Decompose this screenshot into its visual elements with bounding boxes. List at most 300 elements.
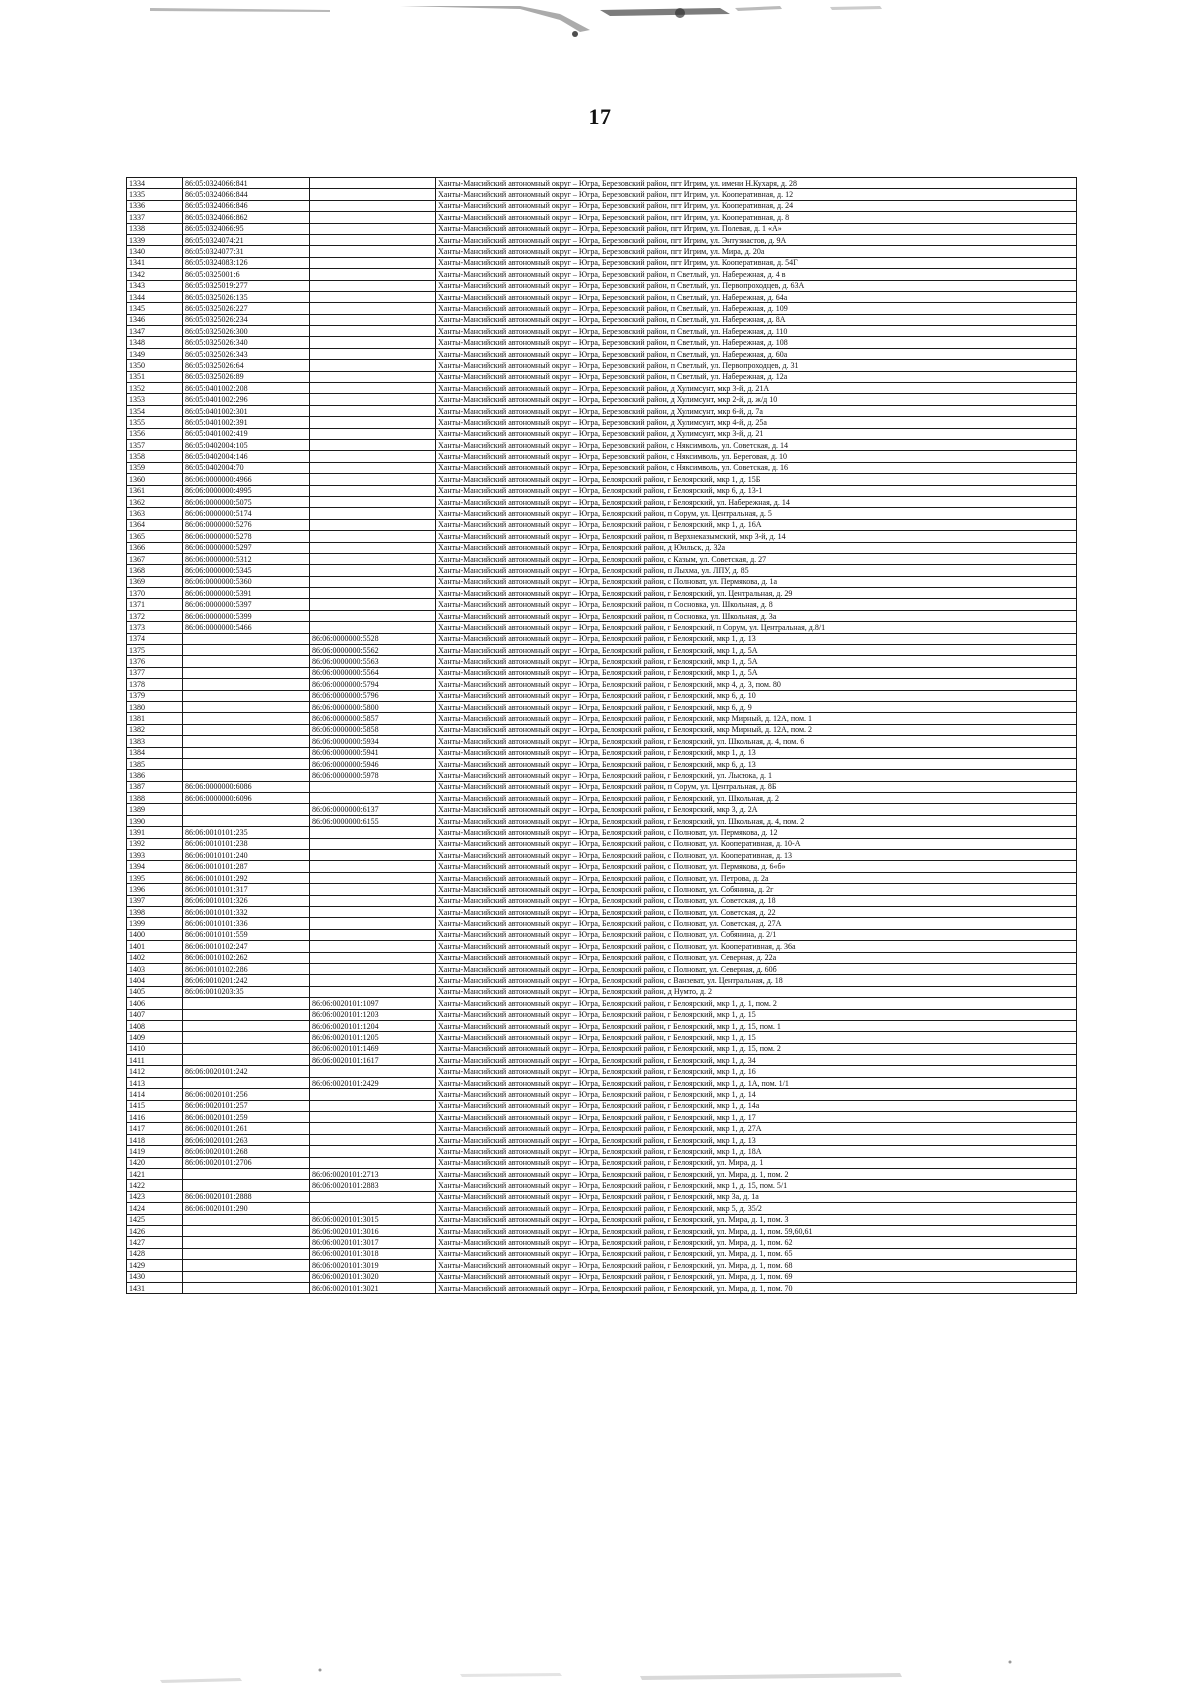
cadastral-number-cell: 86:05:0324083:126 (183, 257, 310, 268)
premises-cadastral-number-cell (310, 599, 436, 610)
cadastral-number-cell: 86:06:0010101:559 (183, 929, 310, 940)
cadastral-number-cell: 86:05:0401002:419 (183, 428, 310, 439)
address-cell: Ханты-Мансийский автономный округ – Югра, Белоярский район, г Белоярский, мкр 1, д. 27А (436, 1123, 1077, 1134)
address-cell: Ханты-Мансийский автономный округ – Югра, Березовский район, пгт Игрим, ул. Кооперативная, д. 8 (436, 212, 1077, 223)
row-number-cell: 1391 (127, 827, 183, 838)
table-row (127, 690, 1077, 701)
premises-cadastral-number-cell (310, 907, 436, 918)
scan-noise-bottom (0, 1640, 1200, 1689)
premises-cadastral-number-cell (310, 417, 436, 428)
cadastral-number-cell (183, 690, 310, 701)
row-number-cell: 1410 (127, 1043, 183, 1054)
cadastral-number-cell (183, 747, 310, 758)
table-row (127, 474, 1077, 485)
premises-cadastral-number-cell (310, 895, 436, 906)
address-cell: Ханты-Мансийский автономный округ – Югра, Белоярский район, г Белоярский, мкр 1, д. 18А (436, 1146, 1077, 1157)
cadastral-number-cell (183, 1020, 310, 1031)
address-cell: Ханты-Мансийский автономный округ – Югра, Белоярский район, г Белоярский, мкр 4, д. 3, пом. 80 (436, 679, 1077, 690)
table-row (127, 588, 1077, 599)
row-number-cell: 1408 (127, 1020, 183, 1031)
row-number-cell: 1377 (127, 667, 183, 678)
cadastral-number-cell (183, 724, 310, 735)
premises-cadastral-number-cell (310, 884, 436, 895)
table-row (127, 1248, 1077, 1259)
address-cell: Ханты-Мансийский автономный округ – Югра, Березовский район, п Светлый, ул. Первопроходцев, д. 31 (436, 360, 1077, 371)
premises-cadastral-number-cell (310, 269, 436, 280)
premises-cadastral-number-cell (310, 850, 436, 861)
table-row (127, 394, 1077, 405)
premises-cadastral-number-cell (310, 838, 436, 849)
row-number-cell: 1351 (127, 371, 183, 382)
address-cell: Ханты-Мансийский автономный округ – Югра, Белоярский район, г Белоярский, ул. Мира, д. 1, пом. 68 (436, 1260, 1077, 1271)
address-cell: Ханты-Мансийский автономный округ – Югра, Белоярский район, г Белоярский, ул. Мира, д. 1, пом. 62 (436, 1237, 1077, 1248)
table-row (127, 622, 1077, 633)
premises-cadastral-number-cell: 86:06:0020101:1204 (310, 1020, 436, 1031)
premises-cadastral-number-cell (310, 793, 436, 804)
row-number-cell: 1393 (127, 850, 183, 861)
cadastral-number-cell: 86:06:0000000:5174 (183, 508, 310, 519)
table-row (127, 1077, 1077, 1088)
address-cell: Ханты-Мансийский автономный округ – Югра, Белоярский район, г Белоярский, мкр 1, д. 16 (436, 1066, 1077, 1077)
address-cell: Ханты-Мансийский автономный округ – Югра, Березовский район, пгт Игрим, ул. Мира, д. 20а (436, 246, 1077, 257)
cadastral-number-cell: 86:06:0000000:4995 (183, 485, 310, 496)
premises-cadastral-number-cell (310, 1089, 436, 1100)
address-cell: Ханты-Мансийский автономный округ – Югра, Березовский район, д Хулимсунт, мкр 2-й, д. ж/д 10 (436, 394, 1077, 405)
address-cell: Ханты-Мансийский автономный округ – Югра, Белоярский район, г Белоярский, мкр 1, д. 13 (436, 747, 1077, 758)
address-cell: Ханты-Мансийский автономный округ – Югра, Березовский район, п Светлый, ул. Набережная, д. 8А (436, 314, 1077, 325)
row-number-cell: 1336 (127, 200, 183, 211)
cadastral-number-cell (183, 815, 310, 826)
premises-cadastral-number-cell: 86:06:0020101:1205 (310, 1032, 436, 1043)
table-row (127, 827, 1077, 838)
address-cell: Ханты-Мансийский автономный округ – Югра, Белоярский район, г Белоярский, ул. Мира, д. 1, пом. 69 (436, 1271, 1077, 1282)
address-cell: Ханты-Мансийский автономный округ – Югра, Белоярский район, п Сосновка, ул. Школьная, д. 8 (436, 599, 1077, 610)
cadastral-number-cell: 86:05:0325026:300 (183, 326, 310, 337)
address-cell: Ханты-Мансийский автономный округ – Югра, Березовский район, с Няксимволь, ул. Советская, д. 14 (436, 439, 1077, 450)
table-row (127, 667, 1077, 678)
row-number-cell: 1424 (127, 1203, 183, 1214)
address-cell: Ханты-Мансийский автономный округ – Югра, Белоярский район, с Полноват, ул. Собянина, д. 2/1 (436, 929, 1077, 940)
address-cell: Ханты-Мансийский автономный округ – Югра, Белоярский район, г Белоярский, ул. Набережная, д. 14 (436, 496, 1077, 507)
cadastral-number-cell (183, 656, 310, 667)
cadastral-number-cell: 86:06:0010101:326 (183, 895, 310, 906)
premises-cadastral-number-cell (310, 257, 436, 268)
cadastral-number-cell: 86:05:0325026:234 (183, 314, 310, 325)
address-cell: Ханты-Мансийский автономный округ – Югра, Белоярский район, г Белоярский, мкр Мирный, д. 12А, пом. 2 (436, 724, 1077, 735)
row-number-cell: 1365 (127, 531, 183, 542)
premises-cadastral-number-cell (310, 212, 436, 223)
cadastral-number-cell (183, 667, 310, 678)
address-cell: Ханты-Мансийский автономный округ – Югра, Белоярский район, г Белоярский, мкр 1, д. 34 (436, 1055, 1077, 1066)
address-cell: Ханты-Мансийский автономный округ – Югра, Белоярский район, г Белоярский, ул. Мира, д. 1, пом. 59,60,61 (436, 1225, 1077, 1236)
cadastral-number-cell: 86:06:0020101:268 (183, 1146, 310, 1157)
cadastral-number-cell: 86:05:0324074:21 (183, 234, 310, 245)
table-row (127, 781, 1077, 792)
address-cell: Ханты-Мансийский автономный округ – Югра, Белоярский район, г Белоярский, ул. Школьная, д. 4, пом. 2 (436, 815, 1077, 826)
row-number-cell: 1380 (127, 701, 183, 712)
row-number-cell: 1419 (127, 1146, 183, 1157)
table-row (127, 907, 1077, 918)
row-number-cell: 1350 (127, 360, 183, 371)
table-row (127, 178, 1077, 189)
cadastral-number-cell (183, 645, 310, 656)
premises-cadastral-number-cell (310, 360, 436, 371)
premises-cadastral-number-cell: 86:06:0020101:3019 (310, 1260, 436, 1271)
table-row (127, 303, 1077, 314)
row-number-cell: 1361 (127, 485, 183, 496)
row-number-cell: 1425 (127, 1214, 183, 1225)
premises-cadastral-number-cell (310, 462, 436, 473)
premises-cadastral-number-cell (310, 929, 436, 940)
row-number-cell: 1346 (127, 314, 183, 325)
cadastral-number-cell: 86:06:0000000:5466 (183, 622, 310, 633)
table-row (127, 1112, 1077, 1123)
table-row (127, 929, 1077, 940)
cadastral-number-cell: 86:05:0402004:146 (183, 451, 310, 462)
cadastral-number-cell (183, 1260, 310, 1271)
address-cell: Ханты-Мансийский автономный округ – Югра, Белоярский район, с Полноват, ул. Собянина, д. 2г (436, 884, 1077, 895)
cadastral-number-cell: 86:06:0000000:5397 (183, 599, 310, 610)
premises-cadastral-number-cell (310, 941, 436, 952)
row-number-cell: 1412 (127, 1066, 183, 1077)
table-row (127, 610, 1077, 621)
table-row (127, 770, 1077, 781)
table-row (127, 257, 1077, 268)
table-row (127, 986, 1077, 997)
address-cell: Ханты-Мансийский автономный округ – Югра, Березовский район, п Светлый, ул. Набережная, д. 110 (436, 326, 1077, 337)
premises-cadastral-number-cell (310, 1123, 436, 1134)
address-cell: Ханты-Мансийский автономный округ – Югра, Березовский район, д Хулимсунт, мкр 4-й, д. 25а (436, 417, 1077, 428)
premises-cadastral-number-cell (310, 474, 436, 485)
address-cell: Ханты-Мансийский автономный округ – Югра, Белоярский район, г Белоярский, мкр 1, д. 15, пом. 2 (436, 1043, 1077, 1054)
cadastral-number-cell (183, 1282, 310, 1293)
premises-cadastral-number-cell: 86:06:0020101:3020 (310, 1271, 436, 1282)
row-number-cell: 1382 (127, 724, 183, 735)
table-row (127, 417, 1077, 428)
premises-cadastral-number-cell: 86:06:0000000:5978 (310, 770, 436, 781)
table-row (127, 531, 1077, 542)
address-cell: Ханты-Мансийский автономный округ – Югра, Белоярский район, с Ванзеват, ул. Центральная, д. 18 (436, 975, 1077, 986)
table-row (127, 1134, 1077, 1145)
cadastral-number-cell (183, 770, 310, 781)
row-number-cell: 1359 (127, 462, 183, 473)
row-number-cell: 1335 (127, 189, 183, 200)
table-row (127, 451, 1077, 462)
premises-cadastral-number-cell (310, 1100, 436, 1111)
row-number-cell: 1338 (127, 223, 183, 234)
address-cell: Ханты-Мансийский автономный округ – Югра, Березовский район, пгт Игрим, ул. Кооперативная, д. 24 (436, 200, 1077, 211)
row-number-cell: 1400 (127, 929, 183, 940)
premises-cadastral-number-cell: 86:06:0020101:3017 (310, 1237, 436, 1248)
premises-cadastral-number-cell (310, 451, 436, 462)
table-row (127, 815, 1077, 826)
premises-cadastral-number-cell (310, 542, 436, 553)
premises-cadastral-number-cell: 86:06:0000000:5934 (310, 736, 436, 747)
premises-cadastral-number-cell (310, 303, 436, 314)
address-cell: Ханты-Мансийский автономный округ – Югра, Белоярский район, г Белоярский, ул. Лысюка, д. 1 (436, 770, 1077, 781)
address-cell: Ханты-Мансийский автономный округ – Югра, Березовский район, п Светлый, ул. Набережная, д. 12а (436, 371, 1077, 382)
table-row (127, 861, 1077, 872)
row-number-cell: 1430 (127, 1271, 183, 1282)
address-cell: Ханты-Мансийский автономный округ – Югра, Березовский район, д Хулимсунт, мкр 3-й, д. 21А (436, 383, 1077, 394)
row-number-cell: 1416 (127, 1112, 183, 1123)
cadastral-number-cell: 86:06:0000000:5360 (183, 576, 310, 587)
cadastral-number-cell: 86:05:0401002:391 (183, 417, 310, 428)
table-row (127, 599, 1077, 610)
address-cell: Ханты-Мансийский автономный округ – Югра, Белоярский район, с Полноват, ул. Пермякова, д. 1а (436, 576, 1077, 587)
premises-cadastral-number-cell: 86:06:0020101:3021 (310, 1282, 436, 1293)
row-number-cell: 1420 (127, 1157, 183, 1168)
row-number-cell: 1364 (127, 519, 183, 530)
address-cell: Ханты-Мансийский автономный округ – Югра, Белоярский район, г Белоярский, мкр 1, д. 14 (436, 1089, 1077, 1100)
row-number-cell: 1411 (127, 1055, 183, 1066)
cadastral-number-cell: 86:06:0020101:263 (183, 1134, 310, 1145)
premises-cadastral-number-cell (310, 246, 436, 257)
address-cell: Ханты-Мансийский автономный округ – Югра, Белоярский район, г Белоярский, ул. Мира, д. 1, пом. 70 (436, 1282, 1077, 1293)
premises-cadastral-number-cell: 86:06:0000000:5794 (310, 679, 436, 690)
row-number-cell: 1343 (127, 280, 183, 291)
row-number-cell: 1349 (127, 348, 183, 359)
row-number-cell: 1375 (127, 645, 183, 656)
premises-cadastral-number-cell (310, 519, 436, 530)
premises-cadastral-number-cell (310, 189, 436, 200)
row-number-cell: 1388 (127, 793, 183, 804)
table-row (127, 1123, 1077, 1134)
premises-cadastral-number-cell (310, 1203, 436, 1214)
cadastral-number-cell: 86:06:0010101:292 (183, 872, 310, 883)
table-row (127, 1146, 1077, 1157)
row-number-cell: 1384 (127, 747, 183, 758)
row-number-cell: 1376 (127, 656, 183, 667)
row-number-cell: 1403 (127, 963, 183, 974)
cadastral-number-cell: 86:05:0324066:844 (183, 189, 310, 200)
premises-cadastral-number-cell (310, 200, 436, 211)
address-cell: Ханты-Мансийский автономный округ – Югра, Белоярский район, г Белоярский, мкр 1, д. 15 (436, 1009, 1077, 1020)
cadastral-number-cell: 86:06:0010102:286 (183, 963, 310, 974)
address-cell: Ханты-Мансийский автономный округ – Югра, Белоярский район, с Полноват, ул. Советская, д. 27А (436, 918, 1077, 929)
address-cell: Ханты-Мансийский автономный округ – Югра, Белоярский район, г Белоярский, мкр 1, д. 17 (436, 1112, 1077, 1123)
table-row (127, 724, 1077, 735)
address-cell: Ханты-Мансийский автономный округ – Югра, Белоярский район, г Белоярский, мкр 1, д. 15Б (436, 474, 1077, 485)
premises-cadastral-number-cell (310, 383, 436, 394)
premises-cadastral-number-cell (310, 576, 436, 587)
row-number-cell: 1370 (127, 588, 183, 599)
table-row (127, 1237, 1077, 1248)
premises-cadastral-number-cell (310, 553, 436, 564)
premises-cadastral-number-cell: 86:06:0000000:5563 (310, 656, 436, 667)
address-cell: Ханты-Мансийский автономный округ – Югра, Белоярский район, п Сорум, ул. Центральная, д. 8Б (436, 781, 1077, 792)
row-number-cell: 1366 (127, 542, 183, 553)
cadastral-number-cell: 86:05:0324066:841 (183, 178, 310, 189)
row-number-cell: 1417 (127, 1123, 183, 1134)
cadastral-number-cell: 86:06:0020101:290 (183, 1203, 310, 1214)
premises-cadastral-number-cell (310, 781, 436, 792)
row-number-cell: 1356 (127, 428, 183, 439)
row-number-cell: 1407 (127, 1009, 183, 1020)
row-number-cell: 1389 (127, 804, 183, 815)
row-number-cell: 1360 (127, 474, 183, 485)
cadastral-number-cell: 86:05:0402004:70 (183, 462, 310, 473)
table-row (127, 1032, 1077, 1043)
table-row (127, 1191, 1077, 1202)
address-cell: Ханты-Мансийский автономный округ – Югра, Белоярский район, г Белоярский, мкр 6, д. 13-1 (436, 485, 1077, 496)
address-cell: Ханты-Мансийский автономный округ – Югра, Белоярский район, г Белоярский, мкр 6, д. 9 (436, 701, 1077, 712)
row-number-cell: 1385 (127, 758, 183, 769)
cadastral-number-cell (183, 998, 310, 1009)
cadastral-number-cell (183, 1077, 310, 1088)
row-number-cell: 1422 (127, 1180, 183, 1191)
row-number-cell: 1427 (127, 1237, 183, 1248)
cadastral-number-cell: 86:05:0325026:89 (183, 371, 310, 382)
table-row (127, 747, 1077, 758)
cadastral-number-cell: 86:06:0000000:5345 (183, 565, 310, 576)
row-number-cell: 1429 (127, 1260, 183, 1271)
address-cell: Ханты-Мансийский автономный округ – Югра, Белоярский район, с Полноват, ул. Пермякова, д. 12 (436, 827, 1077, 838)
row-number-cell: 1353 (127, 394, 183, 405)
table-row (127, 439, 1077, 450)
cadastral-number-cell: 86:06:0020101:259 (183, 1112, 310, 1123)
cadastral-number-cell (183, 1180, 310, 1191)
table-row (127, 1055, 1077, 1066)
table-row (127, 701, 1077, 712)
cadastral-number-cell (183, 1225, 310, 1236)
row-number-cell: 1368 (127, 565, 183, 576)
premises-cadastral-number-cell: 86:06:0020101:3015 (310, 1214, 436, 1225)
address-cell: Ханты-Мансийский автономный округ – Югра, Белоярский район, г Белоярский, ул. Школьная, д. 4, пом. 6 (436, 736, 1077, 747)
cadastral-number-cell: 86:06:0010101:336 (183, 918, 310, 929)
cadastral-number-cell: 86:06:0010101:238 (183, 838, 310, 849)
cadastral-number-cell: 86:06:0000000:5391 (183, 588, 310, 599)
cadastral-number-cell: 86:05:0401002:208 (183, 383, 310, 394)
row-number-cell: 1342 (127, 269, 183, 280)
address-cell: Ханты-Мансийский автономный округ – Югра, Березовский район, пгт Игрим, ул. Кооперативная, д. 54Г (436, 257, 1077, 268)
cadastral-number-cell: 86:05:0325019:277 (183, 280, 310, 291)
cadastral-number-cell (183, 1009, 310, 1020)
cadastral-number-cell: 86:05:0325026:343 (183, 348, 310, 359)
table-row (127, 656, 1077, 667)
cadastral-number-cell (183, 679, 310, 690)
address-cell: Ханты-Мансийский автономный округ – Югра, Березовский район, п Светлый, ул. Первопроходцев, д. 63А (436, 280, 1077, 291)
address-cell: Ханты-Мансийский автономный округ – Югра, Белоярский район, п Сосновка, ул. Школьная, д. 3а (436, 610, 1077, 621)
address-cell: Ханты-Мансийский автономный округ – Югра, Белоярский район, г Белоярский, ул. Мира, д. 1, пом. 2 (436, 1168, 1077, 1179)
cadastral-number-cell: 86:06:0010201:242 (183, 975, 310, 986)
cadastral-number-cell (183, 713, 310, 724)
row-number-cell: 1406 (127, 998, 183, 1009)
address-cell: Ханты-Мансийский автономный округ – Югра, Березовский район, п Светлый, ул. Набережная, д. 108 (436, 337, 1077, 348)
premises-cadastral-number-cell: 86:06:0000000:5562 (310, 645, 436, 656)
cadastral-number-cell (183, 1248, 310, 1259)
cadastral-number-cell (183, 633, 310, 644)
address-cell: Ханты-Мансийский автономный округ – Югра, Белоярский район, г Белоярский, мкр 1, д. 5А (436, 656, 1077, 667)
address-cell: Ханты-Мансийский автономный округ – Югра, Белоярский район, с Полноват, ул. Кооперативная, д. 36а (436, 941, 1077, 952)
premises-cadastral-number-cell: 86:06:0000000:5858 (310, 724, 436, 735)
table-row (127, 576, 1077, 587)
table-row (127, 918, 1077, 929)
address-cell: Ханты-Мансийский автономный округ – Югра, Белоярский район, с Полноват, ул. Кооперативная, д. 13 (436, 850, 1077, 861)
table-row (127, 1203, 1077, 1214)
address-cell: Ханты-Мансийский автономный округ – Югра, Белоярский район, г Белоярский, мкр 1, д. 13 (436, 1134, 1077, 1145)
address-cell: Ханты-Мансийский автономный округ – Югра, Белоярский район, г Белоярский, мкр 6, д. 13 (436, 758, 1077, 769)
cadastral-number-cell (183, 1055, 310, 1066)
row-number-cell: 1352 (127, 383, 183, 394)
address-cell: Ханты-Мансийский автономный округ – Югра, Белоярский район, с Полноват, ул. Петрова, д. 2а (436, 872, 1077, 883)
table-row (127, 200, 1077, 211)
address-cell: Ханты-Мансийский автономный округ – Югра, Белоярский район, г Белоярский, ул. Центральная, д. 29 (436, 588, 1077, 599)
cadastral-number-cell: 86:05:0325001:6 (183, 269, 310, 280)
row-number-cell: 1428 (127, 1248, 183, 1259)
table-row (127, 1157, 1077, 1168)
premises-cadastral-number-cell (310, 1146, 436, 1157)
premises-cadastral-number-cell (310, 1066, 436, 1077)
row-number-cell: 1369 (127, 576, 183, 587)
address-cell: Ханты-Мансийский автономный округ – Югра, Белоярский район, п Лыхма, ул. ЛПУ, д. 85 (436, 565, 1077, 576)
cadastral-number-cell (183, 1043, 310, 1054)
address-cell: Ханты-Мансийский автономный округ – Югра, Белоярский район, г Белоярский, мкр 1, д. 1А, пом. 1/1 (436, 1077, 1077, 1088)
address-cell: Ханты-Мансийский автономный округ – Югра, Березовский район, с Няксимволь, ул. Советская, д. 16 (436, 462, 1077, 473)
row-number-cell: 1371 (127, 599, 183, 610)
registry-table (126, 177, 1077, 1294)
address-cell: Ханты-Мансийский автономный округ – Югра, Березовский район, п Светлый, ул. Набережная, д. 60а (436, 348, 1077, 359)
address-cell: Ханты-Мансийский автономный округ – Югра, Белоярский район, г Белоярский, мкр 1, д. 16А (436, 519, 1077, 530)
cadastral-number-cell: 86:06:0020101:2888 (183, 1191, 310, 1202)
table-row (127, 941, 1077, 952)
cadastral-number-cell: 86:06:0020101:2706 (183, 1157, 310, 1168)
table-row (127, 212, 1077, 223)
table-row (127, 223, 1077, 234)
table-row (127, 291, 1077, 302)
row-number-cell: 1414 (127, 1089, 183, 1100)
cadastral-number-cell (183, 758, 310, 769)
address-cell: Ханты-Мансийский автономный округ – Югра, Белоярский район, д Нумто, д. 2 (436, 986, 1077, 997)
scan-noise-top (0, 0, 1200, 40)
row-number-cell: 1404 (127, 975, 183, 986)
cadastral-number-cell: 86:06:0000000:4966 (183, 474, 310, 485)
premises-cadastral-number-cell (310, 178, 436, 189)
address-cell: Ханты-Мансийский автономный округ – Югра, Белоярский район, с Полноват, ул. Пермякова, д. 6«б» (436, 861, 1077, 872)
table-row (127, 542, 1077, 553)
table-row (127, 1168, 1077, 1179)
table-row (127, 462, 1077, 473)
table-row (127, 1282, 1077, 1293)
table-row (127, 1225, 1077, 1236)
cadastral-number-cell: 86:05:0325026:340 (183, 337, 310, 348)
table-row (127, 553, 1077, 564)
table-row (127, 405, 1077, 416)
premises-cadastral-number-cell (310, 428, 436, 439)
address-cell: Ханты-Мансийский автономный округ – Югра, Белоярский район, г Белоярский, ул. Мира, д. 1 (436, 1157, 1077, 1168)
cadastral-number-cell: 86:06:0000000:5312 (183, 553, 310, 564)
table-row (127, 1214, 1077, 1225)
premises-cadastral-number-cell (310, 314, 436, 325)
cadastral-number-cell: 86:05:0401002:301 (183, 405, 310, 416)
address-cell: Ханты-Мансийский автономный округ – Югра, Белоярский район, г Белоярский, мкр 3, д. 2А (436, 804, 1077, 815)
address-cell: Ханты-Мансийский автономный округ – Югра, Белоярский район, г Белоярский, п Сорум, ул. Центральная, д.8/1 (436, 622, 1077, 633)
premises-cadastral-number-cell (310, 326, 436, 337)
row-number-cell: 1337 (127, 212, 183, 223)
cadastral-number-cell: 86:05:0325026:227 (183, 303, 310, 314)
cadastral-number-cell (183, 1032, 310, 1043)
cadastral-number-cell: 86:06:0010101:332 (183, 907, 310, 918)
table-row (127, 485, 1077, 496)
cadastral-number-cell: 86:06:0010101:235 (183, 827, 310, 838)
cadastral-number-cell: 86:06:0010101:317 (183, 884, 310, 895)
row-number-cell: 1423 (127, 1191, 183, 1202)
row-number-cell: 1344 (127, 291, 183, 302)
address-cell: Ханты-Мансийский автономный округ – Югра, Белоярский район, г Белоярский, ул. Школьная, д. 2 (436, 793, 1077, 804)
cadastral-number-cell: 86:06:0010101:240 (183, 850, 310, 861)
premises-cadastral-number-cell (310, 986, 436, 997)
row-number-cell: 1409 (127, 1032, 183, 1043)
